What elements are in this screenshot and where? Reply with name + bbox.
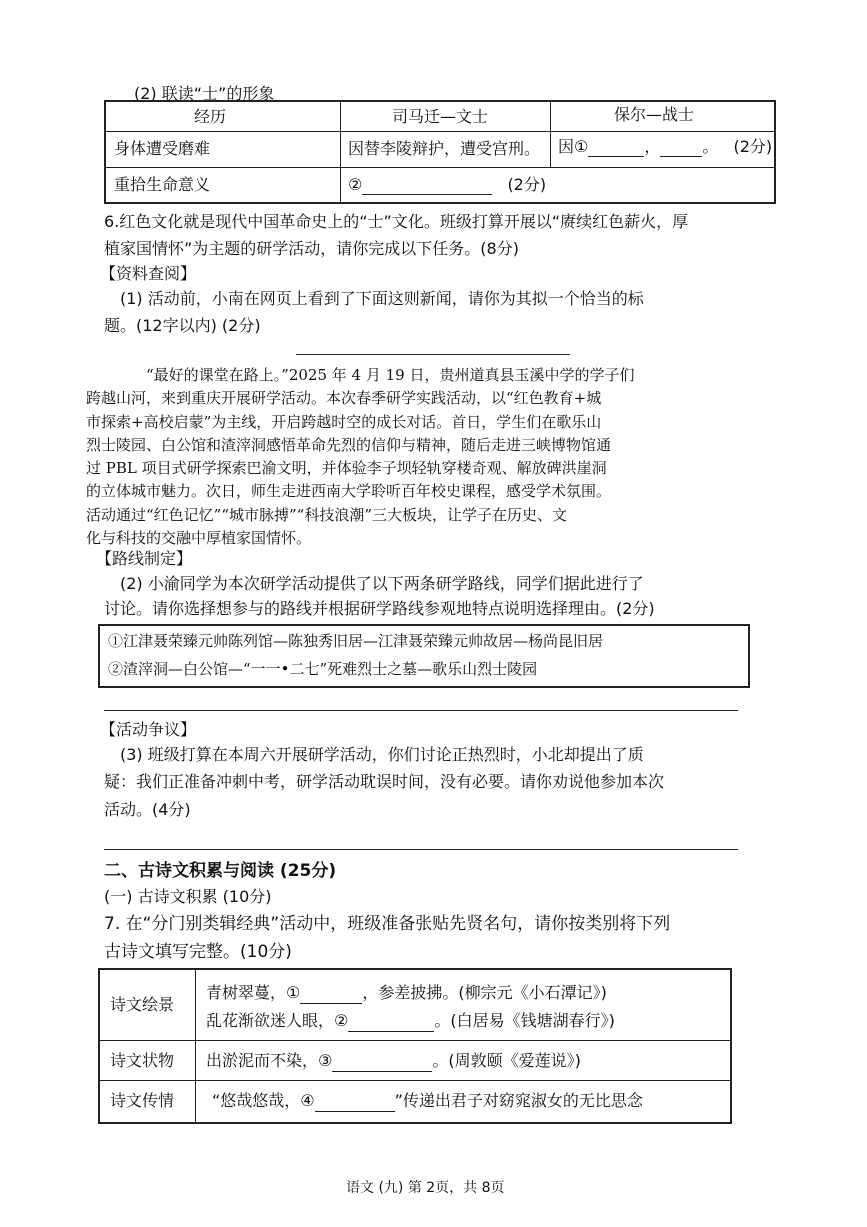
poem-blank-1[interactable] <box>300 987 362 1004</box>
table-header-simaqian: 司马迁—文士 <box>392 107 489 126</box>
q6-sub2-line1: (2) 小渝同学为本次研学活动提供了以下两条研学路线，同学们据此进行了 <box>120 574 644 593</box>
simaqian-suffering-text: 因替李陵辩护，遭受宫刑。 <box>348 139 541 158</box>
part2-title: 二、古诗文积累与阅读 (25分) <box>104 861 337 881</box>
q6-intro-line2: 植家国情怀”为主题的研学活动，请你完成以下任务。(8分) <box>104 239 519 258</box>
category-emotion: 诗文传情 <box>110 1091 175 1110</box>
part2-subtitle: (一) 古诗文积累 (10分) <box>104 887 272 906</box>
q7-line2: 古诗文填写完整。(10分) <box>104 942 292 962</box>
news-line: 过 PBL 项目式研学探索巴渝文明，并体验李子坝轻轨穿楼奇观、解放碑洪崖洞 <box>86 459 607 478</box>
section-title-debate: 【活动争议】 <box>100 720 197 739</box>
category-scenery: 诗文绘景 <box>110 995 175 1014</box>
poetry-fill-table <box>98 968 732 1124</box>
answer-blank-1b[interactable] <box>660 140 702 157</box>
section-title-route: 【路线制定】 <box>96 549 193 568</box>
object-line: 出淤泥而不染，③ 。(周敦颐《爱莲说》) <box>206 1051 581 1070</box>
section-title-research: 【资料查阅】 <box>100 264 197 283</box>
q6-sub3-line3: 活动。(4分) <box>104 800 191 819</box>
news-line: 的立体城市魅力。次日，师生走进西南大学聆听百年校史课程，感受学术氛围。 <box>86 482 612 501</box>
route-options-box <box>98 624 750 688</box>
q6-sub3-line1: (3) 班级打算在本周六开展研学活动，你们讨论正热烈时，小北却提出了质 <box>120 745 644 764</box>
table-header-paul: 保尔—战士 <box>614 105 695 124</box>
news-line: 市探索+高校启蒙”为主线，开启跨越时空的成长对话。首日，学生们在歌乐山 <box>86 412 602 431</box>
news-line: 跨越山河，来到重庆开展研学活动。本次春季研学实践活动，以“红色教育+城 <box>86 389 602 408</box>
poem-blank-3[interactable] <box>332 1055 432 1072</box>
poem-blank-2[interactable] <box>348 1015 434 1032</box>
title-answer-line[interactable] <box>296 354 570 355</box>
debate-answer-line[interactable] <box>104 849 738 850</box>
comparison-table <box>104 100 776 204</box>
q6-intro-line1: 6.红色文化就是现代中国革命史上的“士”文化。班级打算开展以“赓续红色薪火，厚 <box>104 212 689 231</box>
row-label-meaning: 重拾生命意义 <box>114 175 211 194</box>
meaning-answer: ② (2分) <box>348 175 547 194</box>
news-line: 活动通过“红色记忆”“城市脉搏”“科技浪潮”三大板块，让学子在历史、文 <box>86 505 568 524</box>
scenery-line1: 青树翠蔓，① ，参差披拂。(柳宗元《小石潭记》) <box>206 983 607 1002</box>
category-object: 诗文状物 <box>110 1051 175 1070</box>
news-line: 烈士陵园、白公馆和渣滓洞感悟革命先烈的信仰与精神，随后走进三峡博物馆通 <box>86 435 612 454</box>
row-label-suffering: 身体遭受磨难 <box>114 139 211 158</box>
q6-sub3-line2: 疑：我们正准备冲刺中考，研学活动耽误时间，没有必要。请你劝说他参加本次 <box>104 772 665 791</box>
news-passage <box>86 364 758 550</box>
page-footer: 语文 (九) 第 2页，共 8页 <box>346 1180 505 1196</box>
paul-suffering-answer: 因① ， 。 (2分) <box>558 137 773 156</box>
q6-sub1-line1: (1) 活动前，小南在网页上看到了下面这则新闻，请你为其拟一个恰当的标 <box>120 289 644 308</box>
news-line: “最好的课堂在路上。”2025 年 4 月 19 日，贵州道真县玉溪中学的学子们 <box>146 366 635 384</box>
table-header-experience: 经历 <box>194 107 227 126</box>
answer-blank-2[interactable] <box>362 178 492 195</box>
poem-blank-4[interactable] <box>315 1095 395 1112</box>
news-line: 化与科技的交融中厚植家国情怀。 <box>86 529 312 548</box>
scenery-line2: 乱花渐欲迷人眼，② 。(白居易《钱塘湖春行》) <box>206 1011 615 1030</box>
route-option-1[interactable]: ①江津聂荣臻元帅陈列馆—陈独秀旧居—江津聂荣臻元帅故居—杨尚昆旧居 <box>108 632 604 650</box>
q6-sub2-line2: 讨论。请你选择想参与的路线并根据研学路线参观地特点说明选择理由。(2分) <box>104 599 655 618</box>
q5-part2-heading: (2) 联读“士”的形象 <box>134 84 275 103</box>
route-answer-line[interactable] <box>104 710 738 711</box>
q6-sub1-line2: 题。(12字以内) (2分) <box>104 316 261 335</box>
emotion-line: “悠哉悠哉，④ ”传递出君子对窈窕淑女的无比思念 <box>212 1091 643 1110</box>
q7-line1: 7. 在“分门别类辑经典”活动中，班级准备张贴先贤名句，请你按类别将下列 <box>104 914 671 934</box>
route-option-2[interactable]: ②渣滓洞—白公馆—“一一•二七”死难烈士之墓—歌乐山烈士陵园 <box>108 660 538 678</box>
answer-blank-1a[interactable] <box>588 140 644 157</box>
